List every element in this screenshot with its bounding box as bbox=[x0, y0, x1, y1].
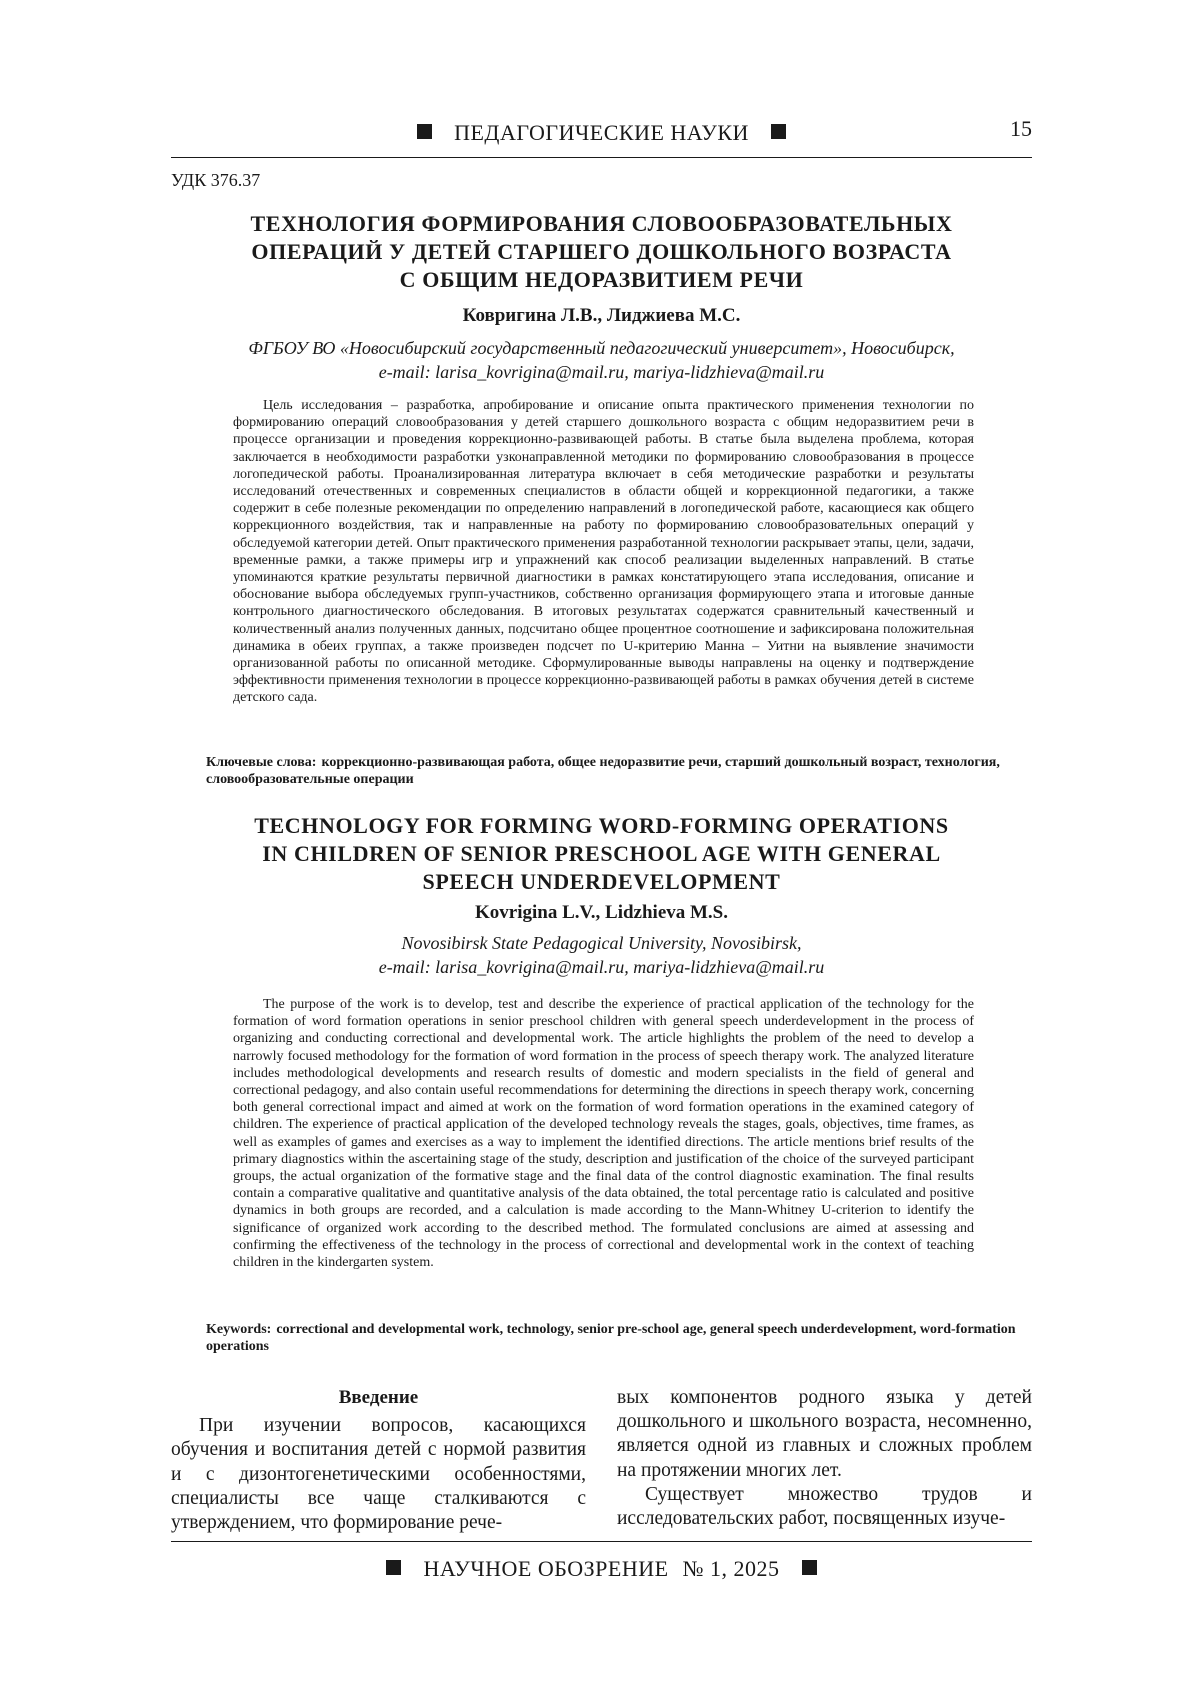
title-line: ТЕХНОЛОГИЯ ФОРМИРОВАНИЯ СЛОВООБРАЗОВАТЕЛЬНЫХ bbox=[250, 211, 953, 236]
header-rule bbox=[171, 157, 1032, 158]
article-title-en bbox=[171, 812, 1032, 896]
keywords-label: Ключевые слова: bbox=[206, 755, 317, 770]
issue-number: № 1, 2025 bbox=[682, 1556, 780, 1581]
keywords-text: correctional and developmental work, technology, senior pre-school age, general speech underdevelopment, word-formation operations bbox=[206, 1322, 1016, 1354]
body-column-right bbox=[617, 1386, 1032, 1531]
body-paragraph: При изучении вопросов, касающихся обучения и воспитания детей с нормой развития и с дизонтогенетическими особенностями, специалисты все чаще сталкиваются с утверждением, что формирование рече- bbox=[171, 1415, 586, 1534]
running-footer bbox=[171, 1556, 1032, 1582]
title-line: TECHNOLOGY FOR FORMING WORD-FORMING OPERATIONS bbox=[254, 813, 949, 838]
abstract-en: The purpose of the work is to develop, test and describe the experience of practical application of the technology for the formation of word formation operations in senior preschool children with general speech underdevelopment in the process of organizing and conducting correctional and developmental work. The article highlights the problem of the need to develop a narrowly focused methodology for the formation of word formation in the process of speech therapy work. The analyzed literature includes methodological developments and research results of domestic and modern specialists in the field of general and correctional pedagogy, and also contain useful recommendations for determining the directions in speech therapy work, concerning both general correctional impact and aimed at work on the formation of word formation operations in the examined category of children. The experience of practical application of the developed technology reveals the stages, goals, objectives, time frames, as well as examples of games and exercises as a way to implement the identified directions. The article mentions brief results of the primary diagnostics within the ascertaining stage of the study, description and justification of the choice of the surveyed participant groups, the actual organization of the formative stage and the final data of the control diagnostic examination. The final results contain a comparative qualitative and quantitative analysis of the data obtained, the total percentage ratio is calculated and positive dynamics in both groups are recorded, and a calculation is made according to the Mann-Whitney U-criterion to identify the significance of organized work according to the described method. The formulated conclusions are aimed at assessing and confirming the effectiveness of the technology in the process of correctional and developmental work in the context of teaching children in the kindergarten system. bbox=[233, 997, 974, 1271]
abstract-ru: Цель исследования – разработка, апробирование и описание опыта практического применения технологии по формированию операций словообразования у детей старшего дошкольного возраста с общим недоразвитием речи в процессе организации и проведения коррекционно-развивающей работы. В статье была выделена проблема, которая заключается в необходимости разработки узконаправленной методики по формированию словообразования в процессе логопедической работы. Проанализированная литература включает в себя методические разработки и результаты исследований отечественных и современных специалистов в области общей и коррекционной педагогики, а также содержит в себе полезные рекомендации по определению направлений в логопедической работе, касающиеся как общего коррекционного воздействия, так и направленные на работу по формированию словообразовательных операций у обследуемой категории детей. Опыт практического применения разработанной технологии раскрывает этапы, цели, задачи, временные рамки, а также примеры игр и упражнений как способ реализации выделенных направлений. В статье упоминаются краткие результаты первичной диагностики в рамках констатирующего этапа исследования, описание и обоснование выбора обследуемых групп-участников, собственно организация формирующего этапа и итоговые данные контрольного диагностического обследования. В итоговых результатах содержатся сравнительный качественный и количественный анализ полученных данных, подсчитано общее процентное соотношение и зафиксирована положительная динамика в обеих группах, а также произведен подсчет по U-критерию Манна – Уитни на выявление значимости организованной работы по описанной методике. Сформулированные выводы направлены на оценку и подтверждение эффективности применения технологии в процессе коррекционно-развивающей работы в рамках обучения детей в системе детского сада. bbox=[233, 398, 974, 706]
square-bullet-icon bbox=[417, 124, 432, 139]
authors-en: Kovrigina L.V., Lidzhieva M.S. bbox=[474, 902, 728, 923]
body-column-left bbox=[171, 1386, 586, 1535]
journal-name: НАУЧНОЕ ОБОЗРЕНИЕ bbox=[423, 1556, 669, 1581]
section-name: ПЕДАГОГИЧЕСКИЕ НАУКИ bbox=[454, 120, 749, 145]
title-line: ОПЕРАЦИЙ У ДЕТЕЙ СТАРШЕГО ДОШКОЛЬНОГО ВОЗРАСТА bbox=[251, 239, 952, 264]
keywords-en bbox=[206, 1321, 1026, 1355]
email-line: e-mail: larisa_kovrigina@mail.ru, mariya-lidzhieva@mail.ru bbox=[378, 957, 825, 977]
keywords-text: коррекционно-развивающая работа, общее недоразвитие речи, старший дошкольный возраст, технология, словообразовательные операции bbox=[206, 755, 1000, 787]
page-number: 15 bbox=[1010, 116, 1032, 141]
section-heading: Введение bbox=[338, 1387, 419, 1408]
square-bullet-icon bbox=[771, 124, 786, 139]
title-line: IN CHILDREN OF SENIOR PRESCHOOL AGE WITH GENERAL bbox=[262, 841, 941, 866]
body-paragraph: вых компонентов родного языка у детей дошкольного и школьного возраста, несомненно, является одной из главных и сложных проблем на протяжении многих лет. bbox=[617, 1387, 1032, 1481]
running-header bbox=[171, 116, 1032, 150]
square-bullet-icon bbox=[386, 1560, 401, 1575]
body-paragraph: Существует множество трудов и исследовательских работ, посвященных изуче- bbox=[617, 1483, 1032, 1530]
article-title-ru bbox=[171, 210, 1032, 294]
affiliation-line: Novosibirsk State Pedagogical University, Novosibirsk, bbox=[401, 933, 802, 953]
udk-code: УДК 376.37 bbox=[171, 170, 261, 190]
footer-rule bbox=[171, 1541, 1032, 1542]
affiliation-en bbox=[171, 931, 1032, 979]
affiliation-line: ФГБОУ ВО «Новосибирский государственный педагогический университет», Новосибирск, bbox=[248, 338, 955, 358]
title-line: С ОБЩИМ НЕДОРАЗВИТИЕМ РЕЧИ bbox=[399, 267, 804, 292]
keywords-label: Keywords: bbox=[206, 1322, 272, 1337]
title-line: SPEECH UNDERDEVELOPMENT bbox=[422, 869, 781, 894]
authors-ru: Ковригина Л.В., Лиджиева М.С. bbox=[462, 305, 741, 326]
keywords-ru bbox=[206, 754, 1026, 788]
running-header-section bbox=[171, 120, 1032, 146]
square-bullet-icon bbox=[802, 1560, 817, 1575]
affiliation-ru bbox=[171, 336, 1032, 384]
email-line: e-mail: larisa_kovrigina@mail.ru, mariya-lidzhieva@mail.ru bbox=[378, 362, 825, 382]
